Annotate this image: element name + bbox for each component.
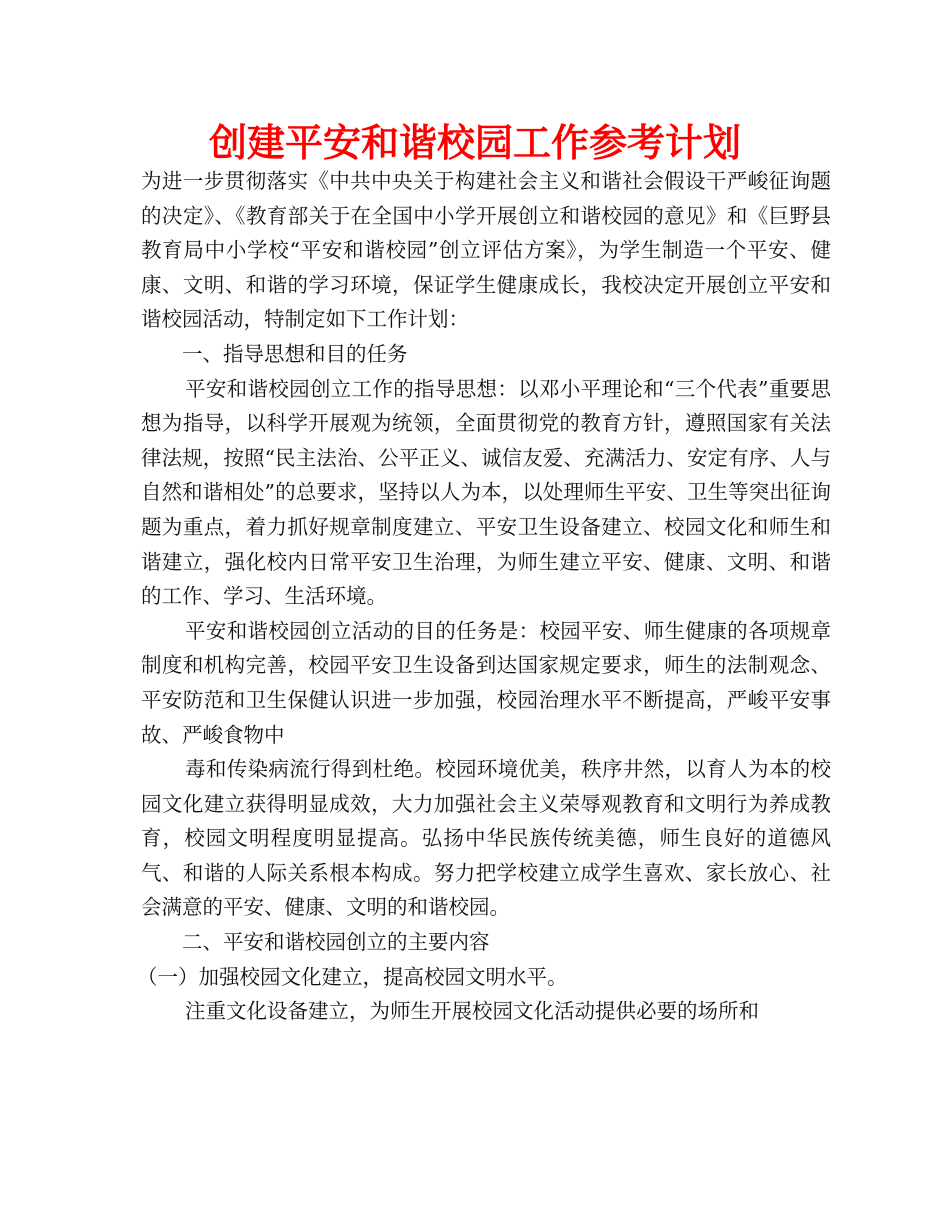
intro-paragraph: 为进一步贯彻落实《中共中央关于构建社会主义和谐社会假设干严峻征询题的决定》、《教育部关于在全国中小学开展创立和谐校园的意见》和《巨野县教育局中小学校“平安和谐校园”创立评估方案》，为学生制造一个平安、健康、文明、和谐的学习环境，保证学生健康成长，我校决定开展创立平安和谐校园活动，特制定如下工作计划： <box>141 169 831 332</box>
guiding-thought-paragraph: 平安和谐校园创立工作的指导思想：以邓小平理论和“三个代表”重要思想为指导，以科学开展观为统领，全面贯彻党的教育方针，遵照国家有关法律法规，按照“民主法治、公平正义、诚信友爱、充满活力、安定有序、人与自然和谐相处”的总要求，坚持以人为本，以处理师生平安、卫生等突出征询题为重点，着力抓好规章制度建立、平安卫生设备建立、校园文化和师生和谐建立，强化校内日常平安卫生治理，为师生建立平安、健康、文明、和谐的工作、学习、生活环境。 <box>141 376 831 609</box>
goal-task-paragraph: 平安和谐校园创立活动的目的任务是：校园平安、师生健康的各项规章制度和机构完善，校园平安卫生设备到达国家规定要求，师生的法制观念、平安防范和卫生保健认识进一步加强，校园治理水平不断提高，严峻平安事故、严峻食物中 <box>141 618 831 747</box>
culture-facility-paragraph: 注重文化设备建立，为师生开展校园文化活动提供必要的场所和 <box>185 999 759 1024</box>
document-body <box>137 164 831 1029</box>
subsection-heading-1: （一）加强校园文化建立，提高校园文明水平。 <box>137 964 568 989</box>
section-heading-1: 一、指导思想和目的任务 <box>182 341 408 366</box>
document-title: 创建平安和谐校园工作参考计划 <box>208 121 741 165</box>
section-heading-2: 二、平安和谐校园创立的主要内容 <box>182 930 490 955</box>
continuation-paragraph: 毒和传染病流行得到杜绝。校园环境优美，秩序井然，以育人为本的校园文化建立获得明显成效，大力加强社会主义荣辱观教育和文明行为养成教育，校园文明程度明显提高。弘扬中华民族传统美德，师生良好的道德风气、和谐的人际关系根本构成。努力把学校建立成学生喜欢、家长放心、社会满意的平安、健康、文明的和谐校园。 <box>141 757 831 920</box>
